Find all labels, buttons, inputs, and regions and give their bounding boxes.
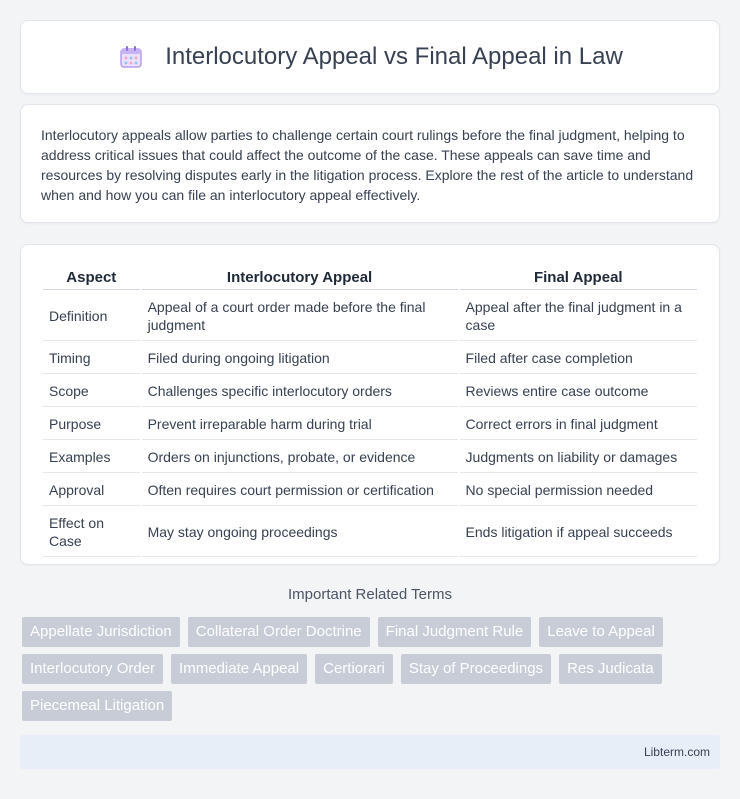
cell-aspect: Scope [43,376,140,407]
tag-piecemeal-litigation[interactable]: Piecemeal Litigation [22,691,172,721]
cell-final: No special permission needed [460,475,697,506]
table-row [43,343,697,374]
cell-interlocutory: Orders on injunctions, probate, or evidence [142,442,458,473]
related-terms-title: Important Related Terms [288,586,452,603]
cell-final: Filed after case completion [460,343,697,374]
cell-interlocutory: Appeal of a court order made before the final judgment [142,292,458,341]
page-title: Interlocutory Appeal vs Final Appeal in Law [165,43,623,70]
cell-final: Reviews entire case outcome [460,376,697,407]
comparison-table [41,265,699,559]
table-row [43,376,697,407]
table-row [43,508,697,557]
cell-aspect: Definition [43,292,140,341]
cell-interlocutory: May stay ongoing proceedings [142,508,458,557]
cell-interlocutory: Prevent irreparable harm during trial [142,409,458,440]
tag-interlocutory-order[interactable]: Interlocutory Order [22,654,163,684]
cell-final: Ends litigation if appeal succeeds [460,508,697,557]
tag-certiorari[interactable]: Certiorari [315,654,393,684]
cell-final: Appeal after the final judgment in a case [460,292,697,341]
cell-aspect: Effect on Case [43,508,140,557]
cell-aspect: Approval [43,475,140,506]
table-row [43,475,697,506]
cell-aspect: Examples [43,442,140,473]
tag-collateral-order-doctrine[interactable]: Collateral Order Doctrine [188,617,370,647]
column-header-interlocutory: Interlocutory Appeal [142,267,458,290]
footer [20,735,720,769]
cell-interlocutory: Challenges specific interlocutory orders [142,376,458,407]
column-header-aspect: Aspect [43,267,140,290]
cell-interlocutory: Often requires court permission or certification [142,475,458,506]
cell-aspect: Timing [43,343,140,374]
intro-card [20,104,720,223]
tag-stay-of-proceedings[interactable]: Stay of Proceedings [401,654,551,684]
footer-site-link[interactable]: Libterm.com [643,745,710,759]
table-row [43,409,697,440]
cell-interlocutory: Filed during ongoing litigation [142,343,458,374]
comparison-table-card [20,244,720,565]
cell-final: Judgments on liability or damages [460,442,697,473]
calendar-icon [117,43,145,71]
title-card [20,20,720,94]
tag-final-judgment-rule[interactable]: Final Judgment Rule [378,617,532,647]
tag-immediate-appeal[interactable]: Immediate Appeal [171,654,307,684]
table-header-row [43,267,697,290]
related-terms-list [22,617,722,728]
table-row [43,442,697,473]
table-row [43,292,697,341]
column-header-final: Final Appeal [460,267,697,290]
tag-appellate-jurisdiction[interactable]: Appellate Jurisdiction [22,617,180,647]
intro-text: Interlocutory appeals allow parties to challenge certain court rulings before the final judgment, helping to address critical issues that could affect the outcome of the case. These appeals can save time and resources by resolving disputes early in the litigation process. Explore the rest of the article to understand when and how you can file an interlocutory appeal effectively. [41,127,694,203]
cell-aspect: Purpose [43,409,140,440]
tag-res-judicata[interactable]: Res Judicata [559,654,662,684]
cell-final: Correct errors in final judgment [460,409,697,440]
tag-leave-to-appeal[interactable]: Leave to Appeal [539,617,663,647]
